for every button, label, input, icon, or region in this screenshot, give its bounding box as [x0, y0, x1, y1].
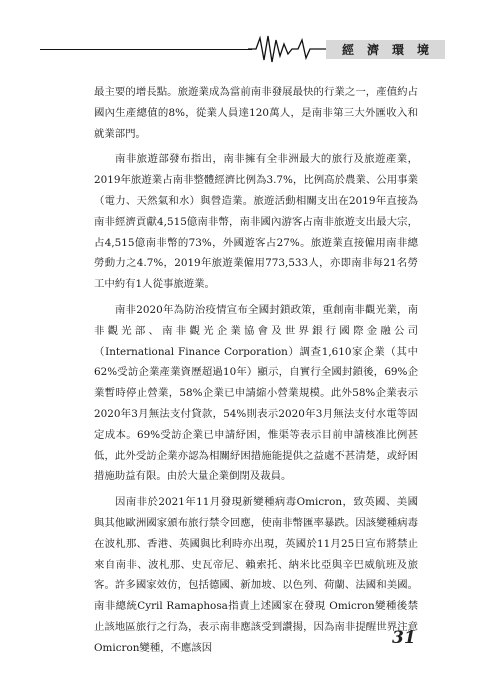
page-header [40, 30, 445, 70]
paragraph-4: 因南非於2021年11月發現新變種病毒Omicron，致英國、美國與其他歐洲國家頒布旅行禁令回應，使南非幣匯率暴跌。因該變種病毒在波札那、香港、英國與比利時亦出現，英國於11月25日宣布將禁止來自南非、波札那、史瓦帝尼、賴索托、納米比亞與辛巴威航班及旅客。許多國家效仿，包括德國、新加坡、以色列、荷蘭、法國和美國。南非總統Cyril Ramaphosa指責上述國家在發現 Omicron變種後禁止該地區旅行之行為，表示南非應該受到讚揚，因為南非提醒世界注意Omicron變種，不應該因 [94, 496, 418, 654]
section-title: 經濟環境 [326, 40, 445, 59]
paragraph-3: 南非2020年為防治疫情宣布全國封鎖政策，重創南非觀光業，南非觀光部、南非觀光企業協會及世界銀行國際金融公司（International Finance Corporation）調查1,610家企業（其中62%受訪企業產業資歷超過10年）顯示，自實行全國封鎖後，69%企業暫時停止營業，58%企業已申請縮小營業規模。此外58%企業表示2020年3月無法支付貸款，54%則表示2020年3月無法支付水電等固定成本。69%受訪企業已申請紓困，惟渠等表示目前申請核准比例甚低，此外受訪企業亦認為相關紓困措施能提供之益處不甚清楚，或紓困措施助益有限。由於大量企業倒閉及裁員。 [94, 303, 418, 483]
heartbeat-wave-icon [248, 34, 328, 64]
page-number: 31 [392, 628, 416, 648]
body-text [94, 82, 418, 659]
paragraph-2: 南非旅遊部發布指出，南非擁有全非洲最大的旅行及旅遊產業，2019年旅遊業占南非整體經濟比例為3.7%，比例高於農業、公用事業（電力、天然氣和水）與營造業。旅遊活動相關支出在2019年直接為南非經濟貢獻4,515億南非幣，南非國內游客占南非旅遊支出最大宗，占4,515億南非幣的73%，外國遊客占27%。旅遊業直接僱用南非總勞動力之4.7%，2019年旅遊業僱用773,533人，亦即南非每21名勞工中約有1人從事旅遊業。 [94, 153, 418, 291]
header-rule [40, 49, 252, 50]
paragraph-1: 最主要的增長點。旅遊業成為當前南非發展最快的行業之一，產值約占國內生產總值的8%，從業人員達120萬人，是南非第三大外匯收入和就業部門。 [94, 86, 418, 140]
